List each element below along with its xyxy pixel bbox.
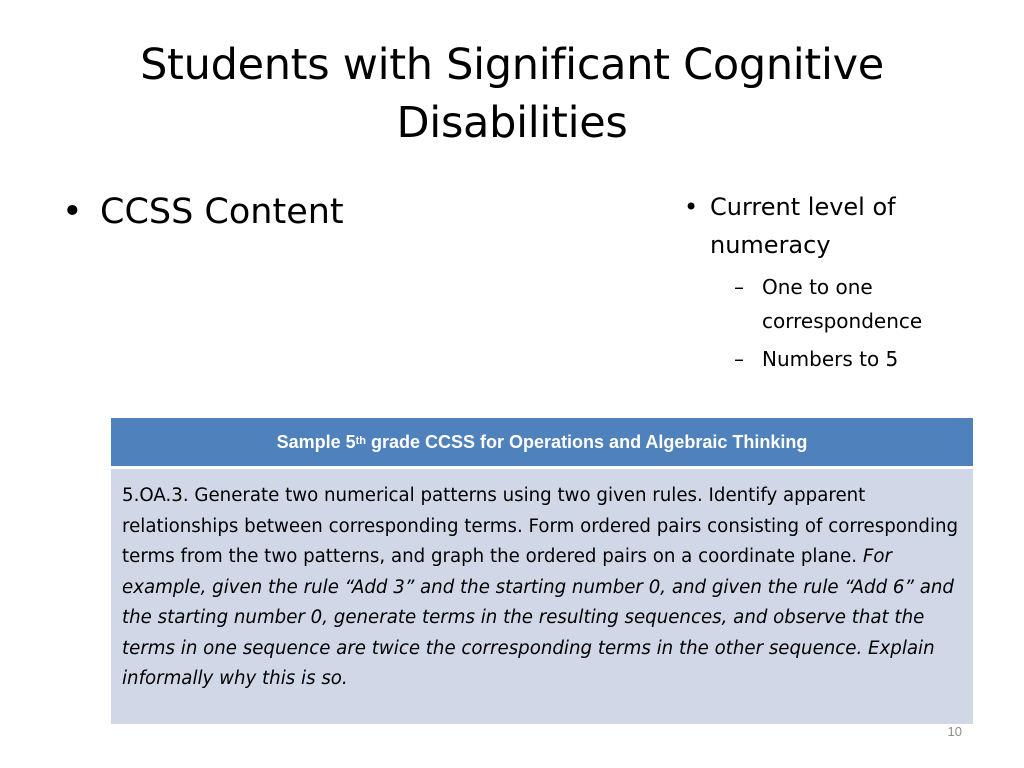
sub-bullet (684, 342, 984, 376)
header-prefix: Sample 5 (276, 431, 356, 452)
bullet-numeracy (684, 188, 984, 264)
sub-bullet-text: Numbers to 5 (762, 347, 899, 371)
standard-example: For example, given the rule “Add 3” and the starting number 0, and given the rule “Add 6” and the starting number 0, generate terms in the resulting sequences, and observe that the terms in one sequence are twice the corresponding terms in the other sequence. Explain informally why this is so. (122, 546, 954, 689)
right-content (684, 188, 984, 376)
bullet-text: Current level of numeracy (710, 193, 896, 259)
standard-text: 5.OA.3. Generate two numerical patterns using two given rules. Identify apparent relationships between corresponding terms. Form ordered pairs consisting of corresponding terms from the two patterns, and graph the ordered pairs on a coordinate plane. (122, 485, 959, 567)
left-content (62, 186, 622, 238)
slide-title: Students with Significant Cognitive Disabilities (140, 40, 884, 148)
sub-bullet (684, 270, 984, 338)
dash-icon: – (734, 347, 744, 371)
sub-bullet-text: One to one correspondence (762, 275, 923, 333)
table-header: Sample 5 $^{th}$ grade CCSS for Operations and Algebraic Thinking (111, 418, 973, 469)
page-number: 10 (947, 724, 962, 739)
bullet-icon: • (62, 192, 83, 232)
bullet-text: CCSS Content (100, 192, 344, 232)
standards-table (111, 418, 973, 724)
dash-icon: – (734, 275, 744, 299)
table-body-cell (111, 469, 973, 724)
header-suffix: grade CCSS for Operations and Algebraic Thinking (366, 431, 808, 452)
bullet-icon: • (684, 193, 699, 221)
bullet-ccss-content (62, 186, 622, 238)
